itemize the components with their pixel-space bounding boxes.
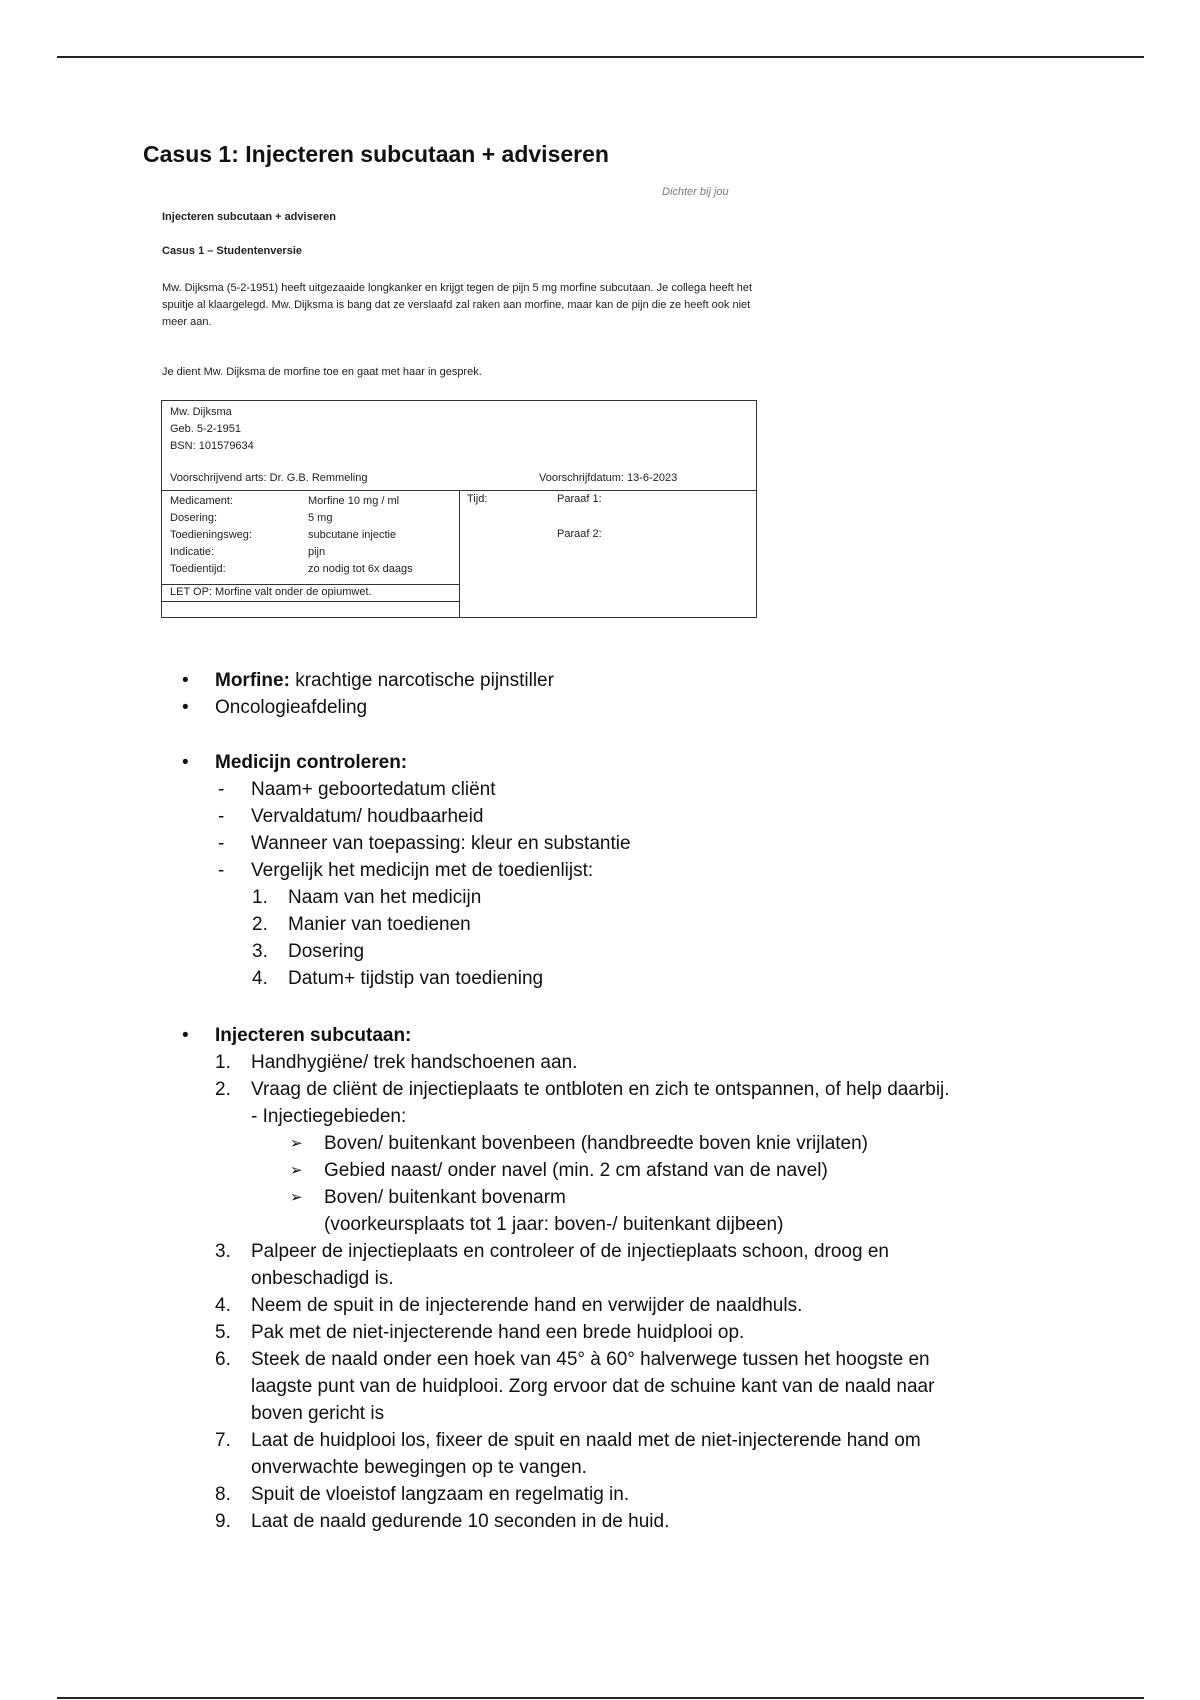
opium-warning: LET OP: Morfine valt onder de opiumwet.	[170, 586, 372, 598]
list-item-continuation: boven gericht is	[251, 1403, 385, 1424]
list-item: - Wanneer van toepassing: kleur en substantie	[218, 833, 631, 854]
medication-row: Dosering: 5 mg	[170, 512, 333, 524]
list-item: 1. Handhygiëne/ trek handschoenen aan.	[215, 1052, 578, 1073]
list-item: - Vergelijk het medicijn met de toedienlijst:	[218, 860, 594, 881]
list-item: ➢ Boven/ buitenkant bovenbeen (handbreedte boven knie vrijlaten)	[324, 1130, 868, 1157]
prescription-card	[161, 400, 757, 618]
list-item: 8. Spuit de vloeistof langzaam en regelmatig in.	[215, 1484, 630, 1505]
scan-title: Injecteren subcutaan + adviseren	[162, 211, 336, 223]
patient-info	[170, 404, 254, 455]
divider	[162, 584, 459, 585]
medication-row: Toedieningsweg: subcutane injectie	[170, 529, 397, 541]
medication-row: Indicatie: pijn	[170, 546, 326, 558]
patient-name: Mw. Dijksma	[170, 406, 232, 418]
list-item: • Oncologieafdeling	[215, 694, 367, 721]
medication-table	[170, 493, 413, 578]
list-item: - Naam+ geboortedatum cliënt	[218, 779, 496, 800]
list-item-continuation: onbeschadigd is.	[251, 1268, 394, 1289]
patient-bsn: BSN: 101579634	[170, 440, 254, 452]
list-item: 4. Datum+ tijdstip van toediening	[252, 968, 544, 989]
top-rule	[57, 56, 1144, 58]
list-item-continuation: laagste punt van de huidplooi. Zorg ervoor dat de schuine kant van de naald naar	[251, 1376, 935, 1397]
list-item: 2. Vraag de cliënt de injectieplaats te ontbloten en zich te ontspannen, of help daarbij.	[215, 1079, 950, 1100]
bullet-icon: •	[182, 1025, 189, 1046]
list-item: 3. Dosering	[252, 941, 365, 962]
list-item: 1. Naam van het medicijn	[252, 887, 482, 908]
scan-case-task: Je dient Mw. Dijksma de morfine toe en gaat met haar in gesprek.	[162, 366, 482, 378]
list-item: ➢ Boven/ buitenkant bovenarm	[324, 1184, 566, 1211]
patient-birthdate: Geb. 5-2-1951	[170, 423, 241, 435]
list-item: 7. Laat de huidplooi los, fixeer de spuit en naald met de niet-injecterende hand om	[215, 1430, 921, 1451]
brand-tagline: Dichter bij jou	[662, 186, 729, 198]
divider	[162, 601, 459, 602]
list-item: 9. Laat de naald gedurende 10 seconden in de huid.	[215, 1511, 670, 1532]
prescriber: Voorschrijvend arts: Dr. G.B. Remmeling	[170, 472, 368, 484]
time-label: Tijd:	[467, 493, 488, 505]
injection-areas-label: - Injectiegebieden:	[251, 1106, 407, 1127]
list-item: 6. Steek de naald onder een hoek van 45° à 60° halverwege tussen het hoogste en	[215, 1349, 930, 1370]
scan-case-description: Mw. Dijksma (5-2-1951) heeft uitgezaaide longkanker en krijgt tegen de pijn 5 mg morfine subcutaan. Je collega heeft het spuitje al klaargelegd. Mw. Dijksma is bang dat ze verslaafd zal raken aan morfine, maar kan de pijn die ze heeft ook niet meer aan.	[162, 282, 753, 328]
list-item-continuation: onverwachte bewegingen op te vangen.	[251, 1457, 587, 1478]
injection-areas-note: (voorkeursplaats tot 1 jaar: boven-/ buitenkant dijbeen)	[324, 1214, 784, 1235]
scan-subtitle: Casus 1 – Studentenversie	[162, 245, 303, 257]
list-item: 3. Palpeer de injectieplaats en controleer of de injectieplaats schoon, droog en	[215, 1241, 889, 1262]
bullet-icon: •	[182, 670, 189, 691]
list-item: 4. Neem de spuit in de injecterende hand en verwijder de naaldhuls.	[215, 1295, 803, 1316]
list-item: 5. Pak met de niet-injecterende hand een brede huidplooi op.	[215, 1322, 745, 1343]
arrow-bullet-icon: ➢	[290, 1162, 303, 1179]
divider	[459, 490, 460, 617]
list-item: 2. Manier van toedienen	[252, 914, 471, 935]
prescription-date: Voorschrijfdatum: 13-6-2023	[539, 472, 678, 484]
scanned-prescription-image	[148, 186, 768, 630]
list-item: • Medicijn controleren:	[215, 749, 407, 776]
list-item: - Vervaldatum/ houdbaarheid	[218, 806, 484, 827]
bottom-rule	[57, 1697, 1144, 1699]
initials-1-label: Paraaf 1:	[557, 493, 602, 505]
list-item: ➢ Gebied naast/ onder navel (min. 2 cm afstand van de navel)	[324, 1157, 828, 1184]
bullet-icon: •	[182, 697, 189, 718]
initials-2-label: Paraaf 2:	[557, 528, 602, 540]
medication-row: Medicament: Morfine 10 mg / ml	[170, 495, 400, 507]
list-item: • Morfine: krachtige narcotische pijnstiller	[215, 667, 554, 694]
page-title: Casus 1: Injecteren subcutaan + adviseren	[143, 141, 609, 167]
arrow-bullet-icon: ➢	[290, 1135, 303, 1152]
bullet-icon: •	[182, 752, 189, 773]
arrow-bullet-icon: ➢	[290, 1189, 303, 1206]
list-item: • Injecteren subcutaan:	[215, 1022, 411, 1049]
medication-row: Toedientijd: zo nodig tot 6x daags	[170, 563, 413, 575]
